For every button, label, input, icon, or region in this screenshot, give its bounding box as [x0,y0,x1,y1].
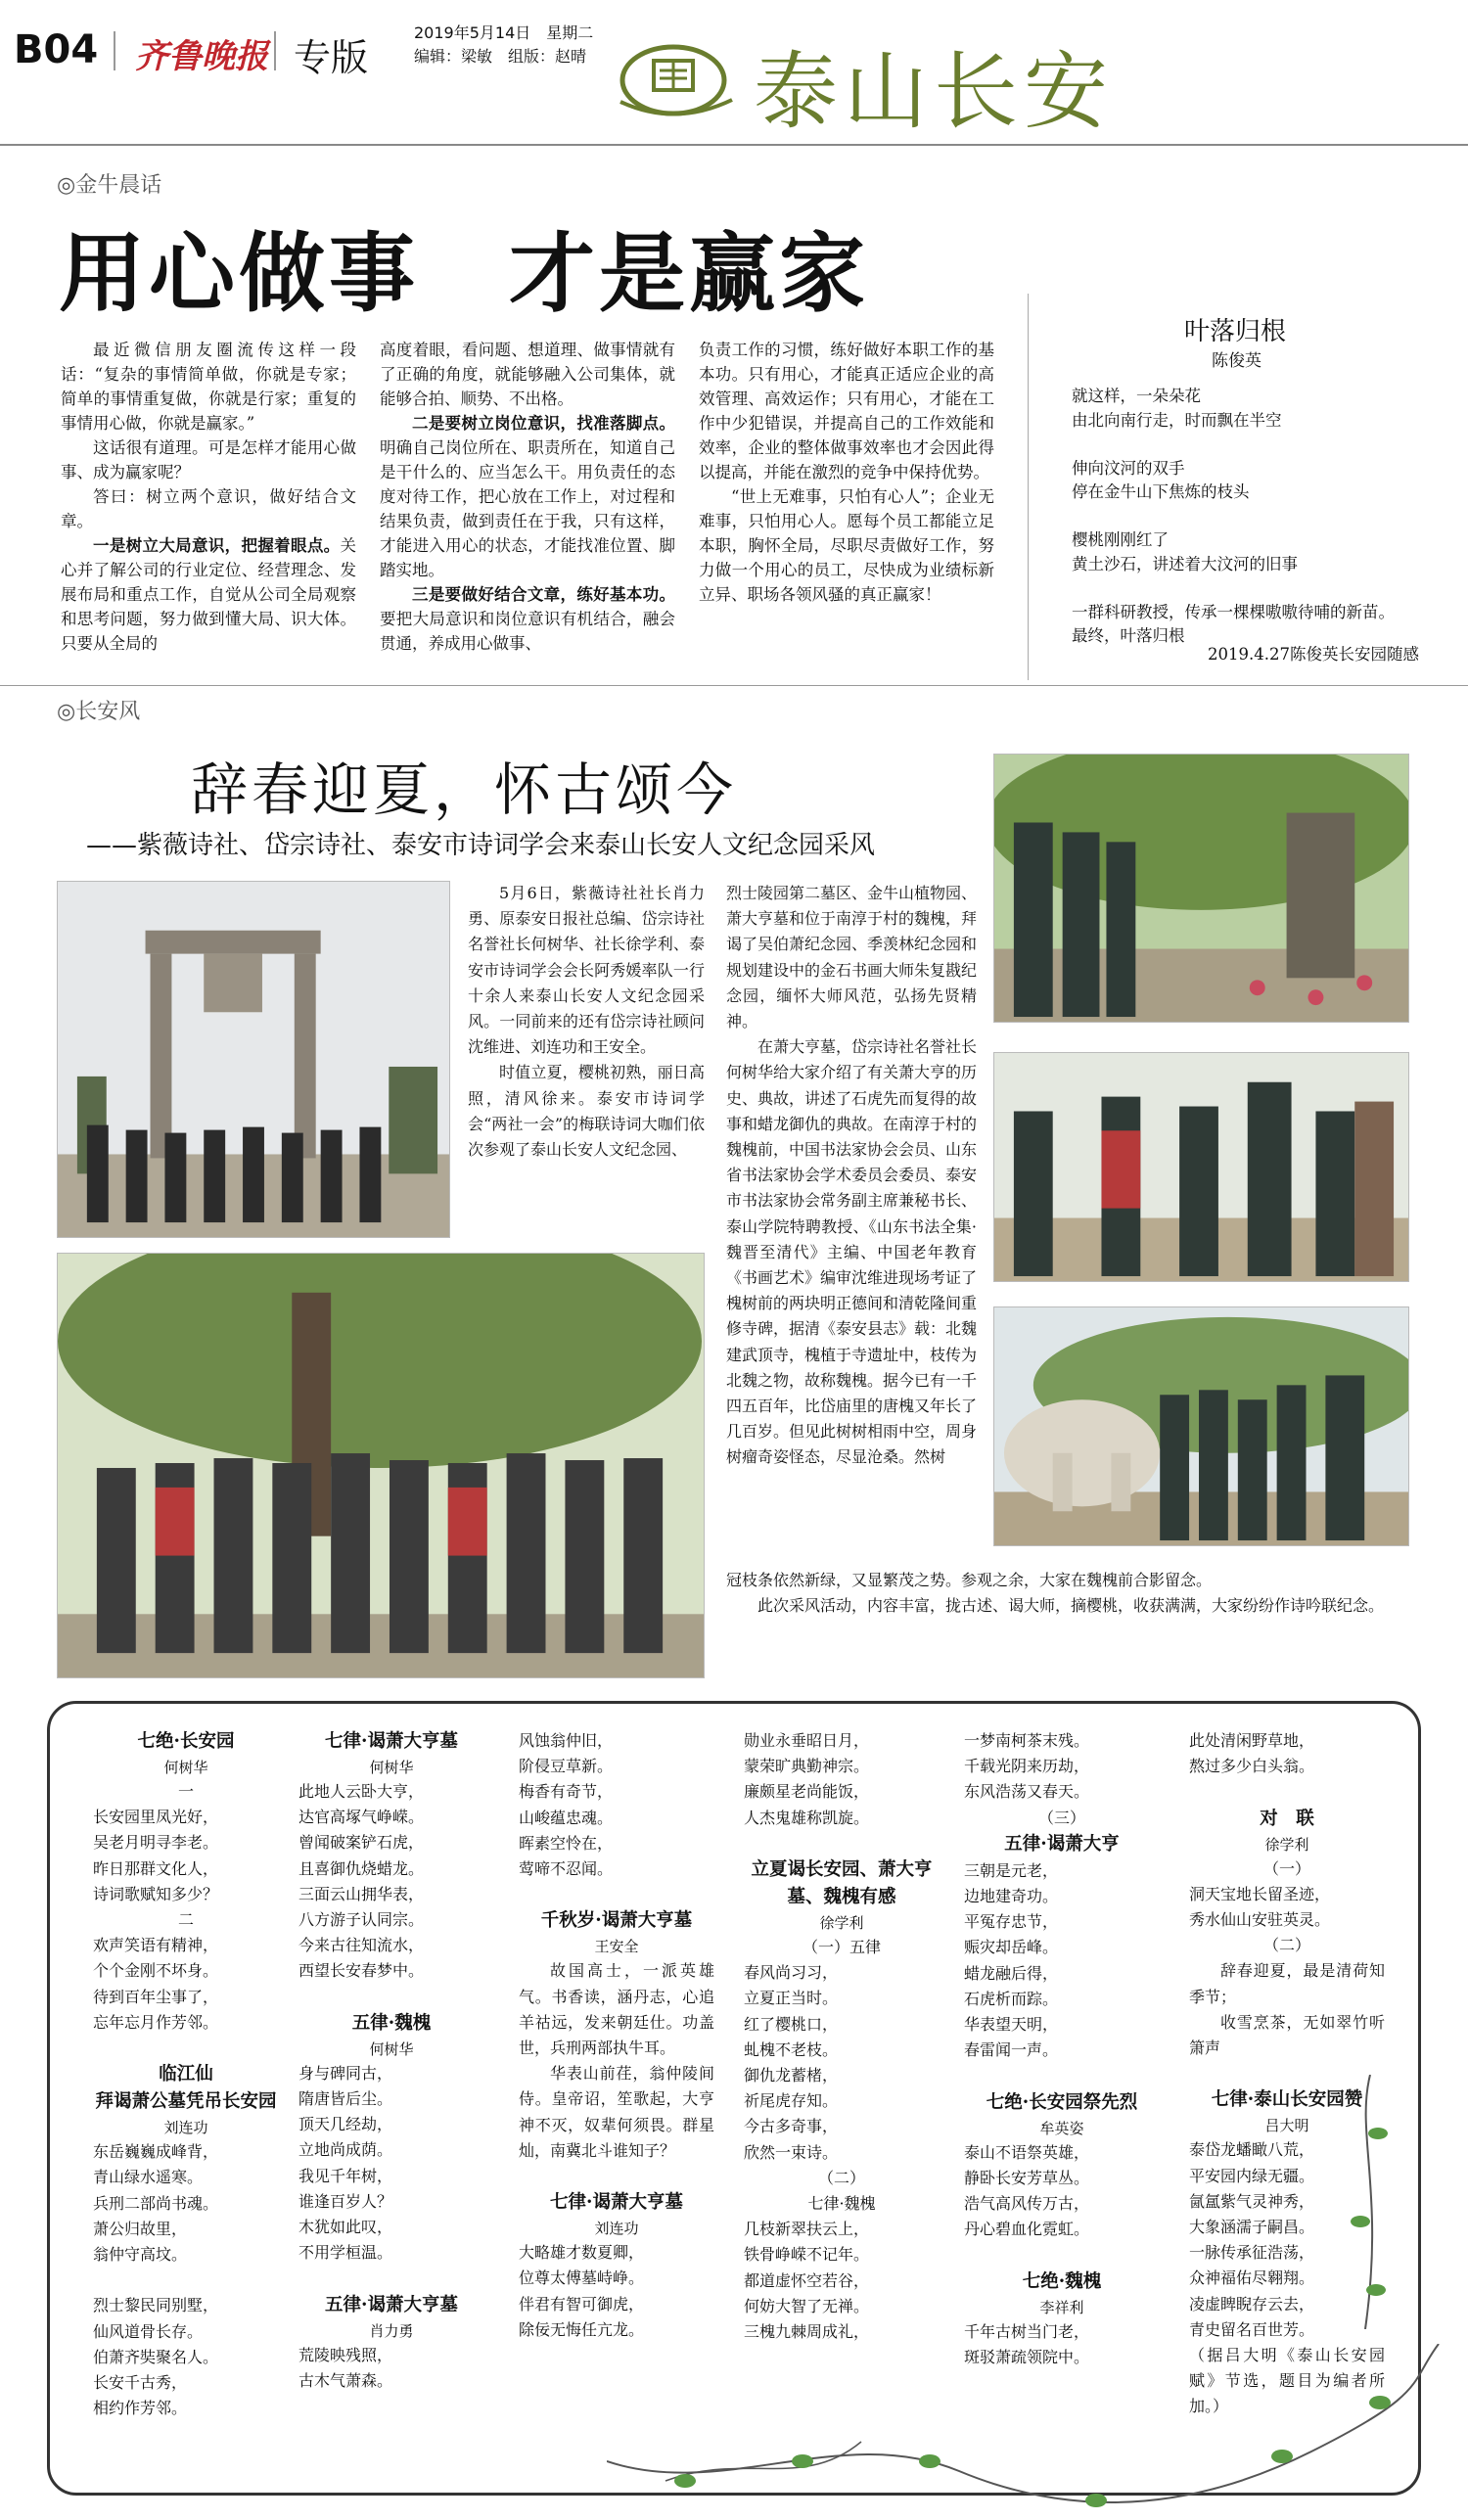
issue-date: 2019年5月14日 星期二 [414,23,594,42]
photo-group-under-tree [57,1253,705,1678]
poem-column-3: 风蚀翁仲旧， 阶侵豆草新。 梅香有奇节， 山峻蕴忠魂。 晖素空怜在， 莺啼不忍闻。 千秋岁·谒萧大亨墓 王安全 故国高士，一派英雄气。书香读，涵丹志，心追羊祜远，发来朝廷仕。功盖世，兵刑两部执牛耳。 华表山前荏，翁仲陵间侍。皇帝诏，笙歌起，大亨神不灭，奴辈何须畏。群星灿，南冀北斗谁知子？ 七律·谒萧大亨墓 刘连功 大略雄才数夏卿， 位尊太傅墓峙峥。 伴君有智可御虎， 除佞无悔任亢龙。 [519,1731,714,2339]
poem-column-2: 七律·谒萧大亨墓 何树华 此地人云卧大亨， 达官高塚气峥嵘。 曾闻破案铲石虎， 且喜御仇烧蜡龙。 三面云山拥华表， 八方游子认同宗。 今来古往知流水， 西望长安春梦中。 五律·魏槐 何树华 身与碑同古， 隋唐皆后尘。 顶天几经劫， 立地尚成荫。 我见千年树， 谁逢百岁人？ 木犹如此叹， 不用学桓温。 五律·谒萧大亨墓 肖力勇 荒陵映残照， 古木气萧森。 [298,1731,458,2390]
divider [274,31,276,70]
article1-column-tag: ◎金牛晨话 [57,173,162,198]
divider [1028,294,1029,680]
sidebar-poem-line: 一群科研教授，传承一棵棵嗷嗷待哺的新苗。最终，叶落归根 [1072,602,1395,645]
section-name: 专版 [294,36,369,79]
article1-col-1: 最近微信朋友圈流传这样一段话：“复杂的事情简单做，你就是专家；简单的事情重复做，你就是行家；重复的事情用心做，你就是赢家。” 这话很有道理。可是怎样才能用心做事、成为赢家呢？ 答曰：树立两个意识，做好结合文章。 一是树立大局意识，把握着眼点。关心并了解公司的行业定位、经营理念、发展布局和重点工作，自觉从公司全局观察和思考问题，努力做到懂大局、识大体。只要从全局的 [61,341,356,653]
article2-subtitle: ——紫薇诗社、岱宗诗社、泰安市诗词学会来泰山长安人文纪念园采风 [86,831,876,860]
photo-statue-visit [993,754,1409,1023]
column-logo-icon [617,31,736,119]
poem-column-1: 七绝·长安园 何树华 一 长安园里凤光好， 吴老月明寻李老。 昨日那群文化人， 诗词歌赋知多少？ 二 欢声笑语有精神， 个个金刚不坏身。 待到百年尘事了， 忘年忘月作芳邻。 临江仙 拜谒萧公墓凭吊长安园 刘连功 东岳巍巍成峰背， 青山绿水遥寒。 兵刑二部尚书魂。 萧公归故里， 翁仲守高坟。 烈士黎民同别墅， 仙风道骨长存。 伯萧齐奘聚名人。 长安千古秀， 相约作芳邻。 [93,1731,277,2418]
photo-stone-lion [993,1306,1409,1546]
article2-col-2: 烈士陵园第二墓区、金牛山植物园、萧大亨墓和位于南淳于村的魏槐，拜谒了吴伯萧纪念园、季羡林纪念园和规划建设中的金石书画大师朱复戡纪念园，缅怀大师风范，弘扬先贤精神。 在萧大亨墓，岱宗诗社名誉社长何树华给大家介绍了有关萧大亨的历史、典故，讲述了石虎先而复得的故事和蜡龙御仇的典故。在南淳于村的魏槐前，中国书法家协会会员、山东省书法家协会学术委员会委员、泰安市书法家协会常务副主席兼秘书长、泰山学院特聘教授、《山东书法全集·魏晋至清代》主编、中国老年教育《书画艺术》编审沈维进现场考证了槐树前的两块明正德间和清乾隆间重修寺碑，据清《泰安县志》载：北魏建武顶寺，槐植于寺遗址中，枝传为北魏之物，故称魏槐。据今已有一千四五百年，比岱庙里的唐槐又年长了几百岁。但见此树树相雨中空，周身树瘤奇姿怪态，尽显沧桑。然树 [726,884,978,1467]
sidebar-poem-line: 停在金牛山下焦炼的枝头 [1072,482,1250,501]
sidebar-poem-author: 陈俊英 [1212,351,1262,371]
sidebar-poem-signature: 2019.4.27陈俊英长安园随感 [1208,645,1419,664]
photo-cherry-picking [993,1052,1409,1282]
poem-column-5: 一梦南柯茶末残。 千载光阴来历劫， 东风浩荡又春天。 （三） 五律·谒萧大亨 三朝是元老， 边地建奇功。 平冤存忠节， 赈灾却岳峰。 蜡龙融后得， 石虎析而踪。 华表望天明， 春雷闻一声。 七绝·长安园祭先烈 牟英姿 泰山不语祭英雄， 静卧长安芳草丛。 浩气高风传万古， 丹心碧血化霓虹。 七绝·魏槐 李祥利 千年古树当门老， 斑驳萧疏领院中。 [964,1731,1138,2366]
poem-column-4: 勋业永垂昭日月， 蒙荣旷典勤神宗。 廉颇星老尚能饭， 人杰鬼雄称凯旋。 立夏谒长安园、萧大亨墓、魏槐有感 徐学利 （一）五律 春风尚习习， 立夏正当时。 红了樱桃口， 虬槐不老枝。 御仇龙蓄楮， 祈尾虎存知。 今古多奇事， 欣然一束诗。 （二） 七律·魏槐 几枝新翠扶云上， 铁骨峥嵘不记年。 都道虚怀空若谷， 何妨大智了无禅。 三槐九棘周成礼， [744,1731,933,2342]
article2-col-3: 冠枝条依然新绿，又显繁茂之势。参观之余，大家在魏槐前合影留念。 此次采风活动，内容丰富，拢古述、谒大师，摘樱桃，收获满满，大家纷纷作诗吟联纪念。 [726,1571,1385,1616]
sidebar-poem-line [1072,576,1395,601]
sidebar-poem-line: 伸向汶河的双手 [1072,458,1185,478]
article1-col-2: 高度着眼，看问题、想道理、做事情就有了正确的角度，就能够融入公司集体，就能够合拍、顺势、不出格。 二是要树立岗位意识，找准落脚点。明确自己岗位所在、职责所在，知道自己是干什么的、应当怎么干。用负责任的态度对待工作，把心放在工作上，对过程和结果负责，做到责任在于我，只有这样，才能进入用心的状态，才能找准位置、脚踏实地。 三是要做好结合文章，练好基本功。要把大局意识和岗位意识有机结合，融会贯通，养成用心做事、 [380,341,675,653]
sidebar-poem-line: 由北向南行走，时而飘在半空 [1072,410,1282,430]
sidebar-poem-line: 黄土沙石，讲述着大汶河的旧事 [1072,554,1298,573]
article1-col-3: 负责工作的习惯，练好做好本职工作的基本功。只有用心，才能真正适应企业的高效管理、高效运作；只有用心，才能在工作中少犯错误，并提高自己的工作效能和效率，企业的整体做事效率也才会因此得以提高，并能在激烈的竞争中保持优势。 “世上无难事，只怕有心人”；企业无难事，只怕用心人。愿每个员工都能立足本职，胸怀全局，尽职尽责做好工作，努力做一个用心的员工，尽快成为业绩标新立异、职场各领风骚的真正赢家！ [699,341,994,604]
sidebar-poem-title: 叶落归根 [1184,317,1287,346]
photo-archway-group [57,881,450,1238]
sidebar-poem-line [1072,433,1395,457]
newspaper-name: 齐鲁晚报 [135,37,268,76]
article2-title: 辞春迎夏，怀古颂今 [191,756,738,823]
page-number: B04 [14,27,99,72]
sidebar-poem-line [1072,505,1395,529]
article1-title: 用心做事 才是赢家 [59,223,870,324]
sidebar-poem-body [1072,385,1395,649]
column-title: 泰山长安 [754,43,1114,141]
issue-meta [414,22,593,69]
article2-column-tag: ◎长安风 [57,700,141,724]
article2-col-1: 5月6日，紫薇诗社社长肖力勇、原泰安日报社总编、岱宗诗社名誉社长何树华、社长徐学利、泰安市诗词学会会长阿秀媛率队一行十余人来泰山长安人文纪念园采风。一同前来的还有岱宗诗社顾问沈维进、刘连功和王安全。 时值立夏，樱桃初熟，丽日高照，清风徐来。泰安市诗词学会“两社一会”的梅联诗词大咖们依次参观了泰山长安人文纪念园、 [468,884,705,1160]
poem-column-6: 此处清闲野草地， 熬过多少白头翁。 对 联 徐学利 （一） 洞天宝地长留圣迹， 秀水仙山安驻英灵。 （二） 辞春迎夏，最是清荷知季节； 收雪烹茶，无如翠竹听箫声 七律·泰山长安园赞 吕大明 泰岱龙蟠瞰八荒， 平安园内绿无疆。 氤氲紫气灵神秀， 大象涵濡子嗣昌。 一脉传承征浩荡， 众神福佑尽翱翔。 凌虚睥睨存云去， 青史留名百世芳。 （据吕大明《泰山长安园赋》节选，题目为编者所加。） [1189,1731,1385,2416]
sidebar-poem-line: 樱桃刚刚红了 [1072,530,1169,549]
editors: 编辑：梁敏 组版：赵晴 [414,47,587,66]
header-rule [0,144,1468,146]
divider [114,31,115,70]
section-rule [0,685,1468,686]
sidebar-poem-line: 就这样，一朵朵花 [1072,387,1201,405]
